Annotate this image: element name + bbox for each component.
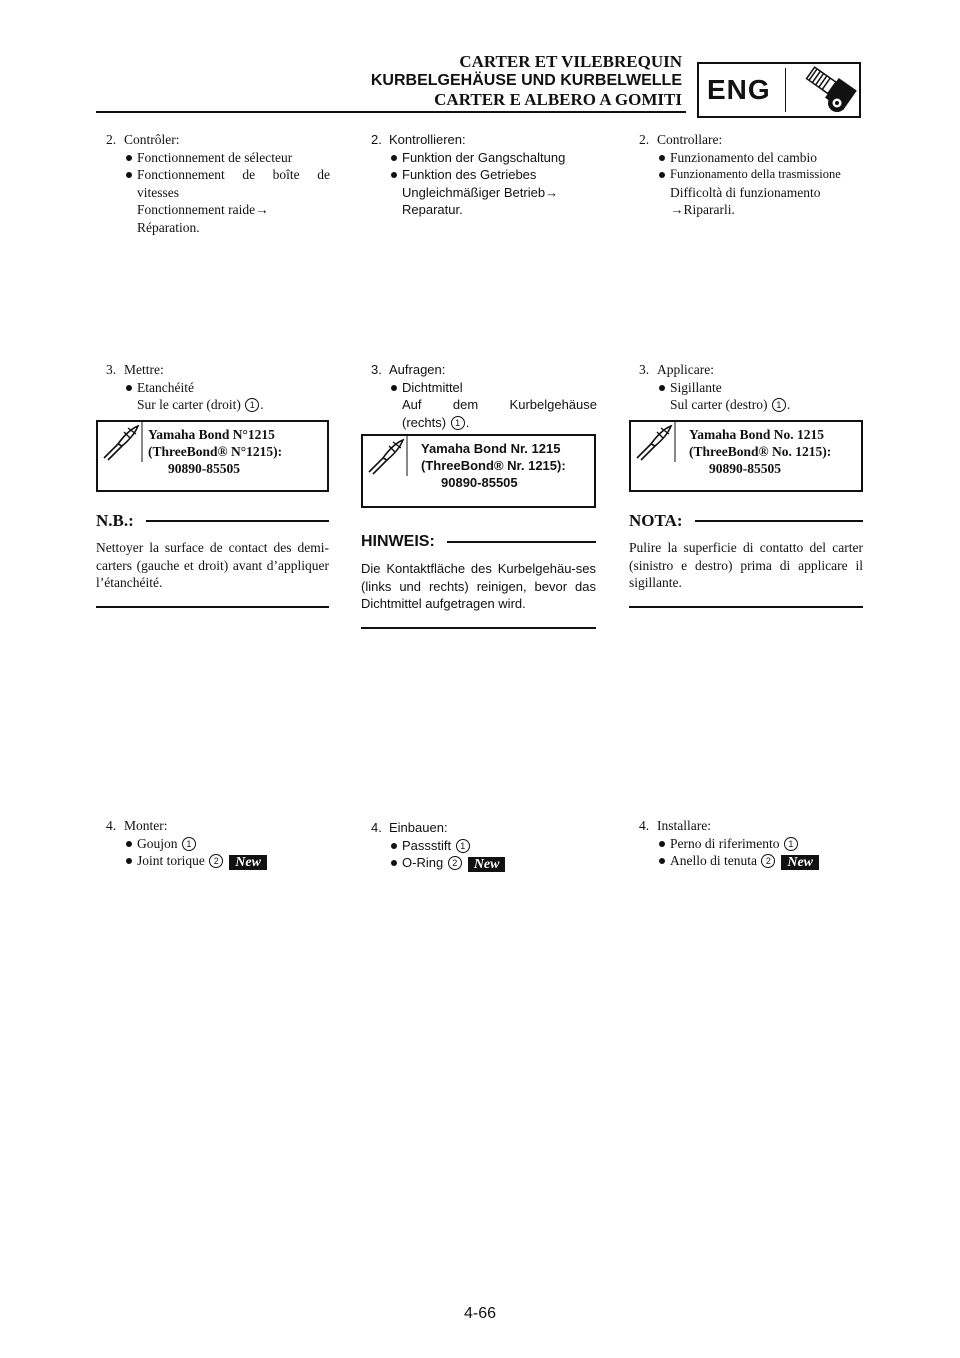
- de-sealant-spec-box: [361, 434, 596, 508]
- list-item-cont: [361, 184, 597, 202]
- part-name: Perno di riferimento: [670, 835, 780, 851]
- ref-number-1: 1: [451, 416, 465, 430]
- list-item-cont: [96, 201, 330, 219]
- step-title: Installare:: [657, 818, 711, 833]
- list-item: Sigillante: [629, 379, 865, 397]
- note-title: N.B.:: [96, 511, 134, 530]
- list-item: [361, 837, 597, 855]
- de-step-4: [361, 819, 597, 872]
- section-divider: [785, 68, 786, 112]
- list-item: Fonctionnement de sélecteur: [96, 149, 330, 167]
- part-name: Passstift: [402, 837, 452, 853]
- list-item: Funzionamento della trasmissione: [629, 166, 865, 184]
- header-title-de: KURBELGEHÄUSE UND KURBELWELLE: [370, 72, 682, 89]
- part-name: Joint torique: [137, 853, 205, 868]
- list-item: Funktion des Getriebes: [361, 166, 597, 184]
- location-text: Sul carter (destro): [670, 397, 768, 412]
- step-title: Applicare:: [657, 362, 714, 377]
- de-note: [361, 532, 596, 629]
- ref-number-2: 2: [209, 854, 223, 868]
- step-title: Kontrollieren:: [389, 132, 466, 147]
- sealant-tube-icon: [365, 436, 409, 476]
- ref-number-1: 1: [456, 839, 470, 853]
- ref-number-1: 1: [245, 398, 259, 412]
- engine-bolt-icon: [793, 66, 859, 116]
- spec-line-1: Yamaha Bond N°1215: [148, 427, 275, 442]
- it-step-4: [629, 817, 865, 870]
- header-title-it: CARTER E ALBERO A GOMITI: [434, 90, 682, 109]
- list-item: [96, 852, 330, 870]
- section-badge: [697, 62, 861, 118]
- spec-part-number: 90890-85505: [709, 461, 781, 476]
- step-number: 2.: [371, 132, 382, 147]
- arrow-icon: →: [670, 202, 684, 217]
- part-name: Anello di tenuta: [670, 853, 757, 868]
- note-end-rule: [629, 606, 863, 608]
- fr-step-4: [96, 817, 330, 870]
- list-item-cont: Sur le carter (droit) 1 .: [137, 397, 264, 412]
- note-rule: [695, 520, 863, 522]
- spec-line-1: Yamaha Bond Nr. 1215: [421, 441, 561, 456]
- note-body: Nettoyer la surface de contact des demi-carters (gauche et droit) avant d’appliquer l’étanchéité.: [96, 540, 329, 590]
- ref-number-1: 1: [182, 837, 196, 851]
- new-part-badge: New: [468, 857, 506, 872]
- condition-text: Ungleichmäßiger Betrieb: [402, 184, 546, 200]
- sealant-tube-icon: [100, 422, 144, 462]
- spec-text: [689, 426, 831, 477]
- location-text: Sur le carter (droit): [137, 397, 241, 412]
- list-item: Dichtmittel: [361, 379, 597, 397]
- step-title: Einbauen:: [389, 820, 448, 835]
- step-number: 2.: [106, 132, 117, 147]
- it-step-2: [629, 131, 865, 219]
- fr-sealant-spec-box: [96, 420, 329, 492]
- ref-number-1: 1: [784, 837, 798, 851]
- page-header-titles: [371, 52, 682, 109]
- step-title: Mettre:: [124, 362, 164, 377]
- spec-text: [421, 440, 566, 491]
- list-item-cont: Difficoltà di funzionamento: [670, 184, 821, 200]
- step-number: 2.: [639, 132, 650, 147]
- arrow-icon: →: [545, 184, 559, 200]
- sealant-tube-icon: [633, 422, 677, 462]
- spec-line-1: Yamaha Bond No. 1215: [689, 427, 825, 442]
- step-number: 3.: [371, 362, 382, 377]
- ref-number-2: 2: [761, 854, 775, 868]
- fr-step-2: [96, 131, 330, 236]
- step-number: 3.: [639, 362, 650, 377]
- fr-step-3: [96, 361, 330, 414]
- ref-number-2: 2: [448, 856, 462, 870]
- list-item-cont: Sul carter (destro) 1 .: [670, 397, 791, 412]
- list-item: Fonctionnement de boîte de: [96, 166, 330, 184]
- spec-text: [148, 426, 282, 477]
- note-body: Die Kontaktfläche des Kurbelgehäu-ses (links und rechts) reinigen, bevor das Dichtmittel aufgetragen wird.: [361, 561, 596, 611]
- list-item: [361, 854, 597, 872]
- note-body: Pulire la superficie di contatto del carter (sinistro e destro) prima di applicare il sigillante.: [629, 540, 863, 590]
- list-item-cont: Auf dem Kurbelgehäuse: [402, 397, 597, 412]
- header-title-fr: CARTER ET VILEBREQUIN: [459, 52, 682, 71]
- arrow-icon: →: [255, 202, 269, 217]
- list-item: Etanchéité: [96, 379, 330, 397]
- step-number: 4.: [639, 818, 650, 833]
- section-label: ENG: [707, 74, 771, 105]
- it-sealant-spec-box: [629, 420, 863, 492]
- step-title: Aufragen:: [389, 362, 446, 377]
- note-end-rule: [96, 606, 329, 608]
- fr-note: [96, 511, 329, 608]
- location-text: (rechts): [402, 414, 447, 430]
- spec-line-2: (ThreeBond® N°1215):: [148, 444, 283, 459]
- list-item-cont: vitesses: [137, 184, 179, 200]
- remedy-text: Réparation.: [137, 219, 200, 235]
- de-step-2: [361, 131, 597, 219]
- step-title: Controllare:: [657, 132, 723, 147]
- list-item-cont: (rechts) 1 .: [402, 414, 470, 430]
- it-note: [629, 511, 863, 608]
- step-number: 3.: [106, 362, 117, 377]
- new-part-badge: New: [229, 855, 267, 870]
- note-title: HINWEIS:: [361, 533, 435, 550]
- spec-line-2: (ThreeBond® No. 1215):: [689, 444, 832, 459]
- part-name: O-Ring: [402, 855, 444, 870]
- ref-number-1: 1: [772, 398, 786, 412]
- condition-text: Fonctionnement raide: [137, 202, 256, 217]
- remedy-text: Reparatur.: [402, 202, 463, 217]
- page-number: 4-66: [463, 1305, 497, 1322]
- new-part-badge: New: [781, 855, 819, 870]
- it-step-3: [629, 361, 865, 414]
- spec-part-number: 90890-85505: [441, 475, 518, 490]
- list-item: [96, 835, 330, 853]
- list-item: [629, 852, 865, 870]
- list-item: Funktion der Gangschaltung: [361, 149, 597, 167]
- list-item: [629, 835, 865, 853]
- step-title: Contrôler:: [124, 132, 180, 147]
- spec-line-2: (ThreeBond® Nr. 1215):: [421, 458, 566, 473]
- note-title: NOTA:: [629, 511, 683, 530]
- step-number: 4.: [106, 818, 117, 833]
- remedy-text: [629, 201, 865, 219]
- step-number: 4.: [371, 820, 382, 835]
- list-item: Funzionamento del cambio: [629, 149, 865, 167]
- note-rule: [447, 541, 596, 543]
- de-step-3: [361, 361, 597, 431]
- header-rule: [96, 111, 686, 113]
- spec-part-number: 90890-85505: [168, 461, 240, 476]
- part-name: Goujon: [137, 835, 178, 851]
- remedy-label: Ripararli.: [683, 202, 735, 217]
- step-title: Monter:: [124, 818, 168, 833]
- note-end-rule: [361, 627, 596, 629]
- note-rule: [146, 520, 329, 522]
